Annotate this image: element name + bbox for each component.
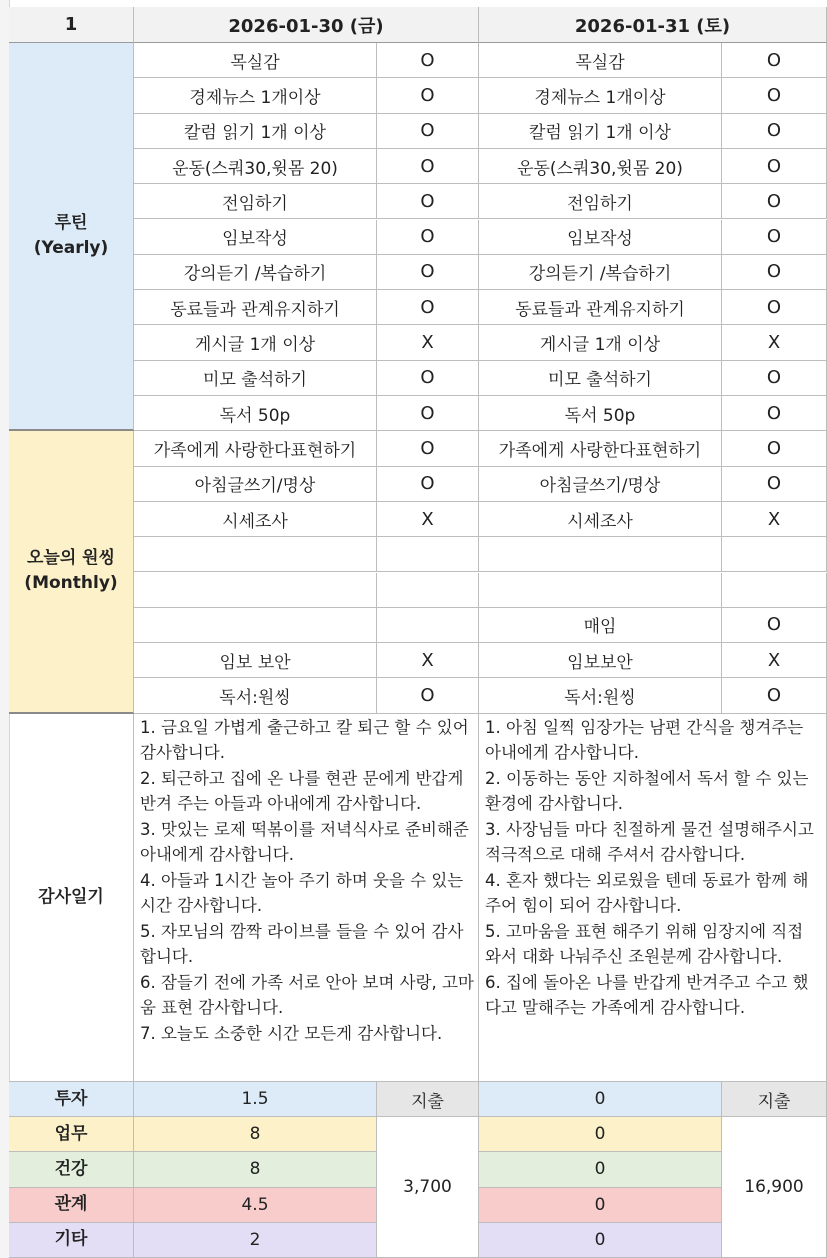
header-day2-date[interactable] [479,7,827,43]
onething-mark-day1-text: X [421,649,434,671]
routine-task-day2[interactable] [479,255,722,290]
routine-mark-day1-text: O [420,49,435,71]
summary-label[interactable] [9,1223,134,1258]
gratitude-entry: 1. 금요일 가볍게 출근하고 칼 퇴근 할 수 있어 감사합니다. [140,717,469,763]
summary-value-day2[interactable] [479,1223,722,1258]
summary-value-day2-text: 0 [594,1159,606,1180]
summary-value-day1-text: 2 [249,1229,261,1250]
onething-mark-day1[interactable] [377,431,479,466]
routine-mark-day1-text: O [420,402,435,424]
routine-task-day2[interactable] [479,149,722,184]
routine-task-day2-text: 강의듣기 /복습하기 [528,264,672,285]
routine-mark-day2-text: O [766,261,782,283]
summary-value-day1-text: 8 [249,1159,261,1180]
routine-task-day2-text: 운동(스쿼30,윗몸 20) [517,158,683,179]
routine-mark-day1[interactable] [377,149,479,184]
routine-task-day1[interactable] [134,114,377,149]
routine-mark-day2-text: O [766,190,782,212]
summary-label-text: 관계 [54,1194,88,1215]
onething-task-day1[interactable] [134,678,377,713]
onething-task-day1[interactable] [134,467,377,502]
routine-task-day1[interactable] [134,220,377,255]
routine-mark-day2-text: O [766,84,782,106]
onething-mark-day1[interactable] [377,643,479,678]
onething-mark-day2[interactable] [722,573,827,608]
gratitude-day1-list [140,715,474,1047]
onething-task-day2[interactable] [479,678,722,713]
onething-mark-day2-text: O [766,473,782,495]
onething-mark-day1[interactable] [377,502,479,537]
section-gratitude-text: 감사일기 [38,886,104,907]
routine-mark-day1-text: O [420,261,435,283]
onething-task-day2[interactable] [479,537,722,572]
routine-task-day2[interactable] [479,114,722,149]
summary-label[interactable] [9,1117,134,1152]
summary-value-day1[interactable] [134,1082,377,1117]
summary-label-text: 기타 [54,1229,88,1250]
routine-task-day1-text: 강의듣기 /복습하기 [183,264,327,285]
header-row-number-text: 1 [64,14,78,35]
onething-task-day1[interactable] [134,431,377,466]
onething-task-day1-text: 독서:원씽 [219,688,291,709]
onething-task-day1[interactable] [134,537,377,572]
routine-task-day1-text: 임보작성 [222,229,288,250]
summary-label-text: 투자 [54,1088,88,1109]
routine-mark-day1-text: O [420,120,435,142]
summary-value-day2[interactable] [479,1117,722,1152]
routine-mark-day1-text: O [420,155,435,177]
gratitude-entry: 5. 고마움을 표현 해주기 위해 임장지에 직접 와서 대화 나눠주신 조원분께 감사합니다. [485,921,804,967]
summary-label[interactable] [9,1082,134,1117]
onething-task-day1[interactable] [134,608,377,643]
routine-task-day1[interactable] [134,149,377,184]
onething-mark-day2-text: O [766,437,782,459]
summary-value-day1-text: 8 [249,1124,261,1145]
routine-mark-day1-text: O [420,296,435,318]
routine-mark-day1[interactable] [377,78,479,113]
gratitude-entry: 6. 집에 돌아온 나를 반갑게 반겨주고 수고 했다고 말해주는 가족에게 감사합니다. [485,972,809,1018]
routine-mark-day2-text: O [766,226,782,248]
summary-value-day1-text: 4.5 [241,1194,269,1215]
routine-task-day2-text: 독서 50p [564,405,636,426]
routine-mark-day2[interactable] [722,149,827,184]
summary-value-day2-text: 0 [594,1194,606,1215]
routine-task-day1-text: 게시글 1개 이상 [194,335,316,356]
routine-task-day2-text: 임보작성 [567,229,633,250]
onething-task-day2[interactable] [479,573,722,608]
routine-task-day1-text: 경제뉴스 1개이상 [189,87,321,108]
expense-header-day1[interactable] [377,1082,479,1117]
summary-label-text: 업무 [54,1123,88,1144]
summary-label[interactable] [9,1152,134,1187]
routine-mark-day1[interactable] [377,290,479,325]
onething-mark-day1-text: X [421,508,434,530]
onething-mark-day2-text: X [767,508,781,530]
onething-mark-day2[interactable] [722,502,827,537]
section-onething-text: 오늘의 원씽 (Monthly) [24,548,118,594]
onething-mark-day2[interactable] [722,537,827,572]
onething-mark-day1-text: O [420,473,435,495]
routine-task-day1[interactable] [134,184,377,219]
routine-task-day2[interactable] [479,290,722,325]
routine-mark-day1[interactable] [377,114,479,149]
onething-task-day2[interactable] [479,643,722,678]
onething-task-day2-text: 시세조사 [567,511,633,532]
onething-task-day2-text: 아침글쓰기/명상 [539,476,661,497]
onething-mark-day2-text: O [766,685,782,707]
gratitude-entry: 2. 퇴근하고 집에 온 나를 현관 문에게 반갑게 반겨 주는 아들과 아내에게 감사합니다. [140,768,464,814]
onething-task-day2-text: 임보보안 [567,652,633,673]
gratitude-day2-list [485,715,822,1021]
routine-task-day2-text: 미모 출석하기 [548,370,652,391]
section-gratitude[interactable] [9,714,134,1082]
onething-mark-day1[interactable] [377,573,479,608]
routine-mark-day2[interactable] [722,78,827,113]
onething-mark-day1[interactable] [377,537,479,572]
onething-task-day1[interactable] [134,643,377,678]
routine-task-day1-text: 운동(스쿼30,윗몸 20) [172,158,338,179]
onething-mark-day2[interactable] [722,643,827,678]
routine-mark-day2[interactable] [722,361,827,396]
routine-mark-day2-text: O [766,367,782,389]
routine-mark-day1[interactable] [377,255,479,290]
summary-value-day2[interactable] [479,1188,722,1223]
onething-task-day2-text: 독서:원씽 [564,688,636,709]
routine-task-day1-text: 전임하기 [222,193,288,214]
routine-mark-day1[interactable] [377,325,479,360]
routine-mark-day1-text: O [420,190,435,212]
routine-task-day1[interactable] [134,78,377,113]
routine-task-day1-text: 미모 출석하기 [203,370,307,391]
gratitude-day2[interactable] [479,714,827,1082]
routine-mark-day2-text: O [766,120,782,142]
routine-task-day2-text: 동료들과 관계유지하기 [515,299,685,320]
routine-mark-day2[interactable] [722,43,827,78]
routine-task-day2[interactable] [479,43,722,78]
expense-header-day2[interactable] [722,1082,827,1117]
gratitude-entry: 5. 자모님의 깜짝 라이브를 들을 수 있어 감사합니다. [140,921,464,967]
expense-header-day1-text: 지출 [411,1091,444,1112]
summary-value-day2-text: 0 [594,1124,606,1145]
routine-task-day2-text: 게시글 1개 이상 [539,335,661,356]
gratitude-entry: 4. 혼자 했다는 외로웠을 텐데 동료가 함께 해주어 힘이 되어 감사합니다. [485,870,809,916]
routine-mark-day2[interactable] [722,255,827,290]
onething-mark-day1-text: O [420,437,435,459]
routine-mark-day1-text: O [420,367,435,389]
routine-mark-day2-text: O [766,402,782,424]
routine-mark-day2[interactable] [722,290,827,325]
onething-mark-day2-text: O [766,614,782,636]
routine-mark-day2-text: O [766,296,782,318]
routine-mark-day1-text: O [420,84,435,106]
onething-mark-day2[interactable] [722,431,827,466]
gratitude-entry: 6. 잠들기 전에 가족 서로 안아 보며 사랑, 고마움 표현 감사합니다. [140,972,474,1018]
routine-task-day2-text: 전임하기 [567,193,633,214]
routine-task-day1[interactable] [134,361,377,396]
summary-value-day1-text: 1.5 [241,1089,269,1110]
routine-task-day1-text: 독서 50p [219,405,291,426]
routine-mark-day1-text: O [420,226,435,248]
expense-value-day1[interactable] [377,1117,479,1258]
routine-mark-day1[interactable] [377,220,479,255]
onething-task-day1-text: 아침글쓰기/명상 [194,476,316,497]
header-day2-date-text: 2026-01-31 (토) [574,15,731,37]
summary-label-text: 건강 [54,1158,88,1179]
summary-value-day1[interactable] [134,1152,377,1187]
routine-task-day2-text: 목실감 [575,52,625,73]
gratitude-entry: 4. 아들과 1시간 놀아 주기 하며 웃을 수 있는 시간 감사합니다. [140,870,464,916]
section-routine[interactable] [9,43,134,431]
summary-value-day1[interactable] [134,1188,377,1223]
onething-mark-day1[interactable] [377,467,479,502]
routine-task-day1[interactable] [134,325,377,360]
routine-task-day1-text: 동료들과 관계유지하기 [170,299,340,320]
routine-mark-day2-text: X [767,332,781,354]
summary-value-day2[interactable] [479,1082,722,1117]
header-day1-date[interactable] [134,7,479,43]
routine-mark-day2-text: O [766,49,782,71]
onething-task-day1-text: 가족에게 사랑한다표현하기 [153,440,357,461]
onething-mark-day1[interactable] [377,678,479,713]
routine-task-day1-text: 칼럼 읽기 1개 이상 [184,123,326,144]
routine-task-day2[interactable] [479,220,722,255]
summary-value-day2-text: 0 [594,1089,606,1110]
section-routine-text: 루틴 (Yearly) [33,213,109,259]
gratitude-entry: 1. 아침 일찍 임장가는 남편 간식을 챙겨주는 아내에게 감사합니다. [485,717,804,763]
summary-value-day1[interactable] [134,1117,377,1152]
gratitude-day1[interactable] [134,714,479,1082]
onething-mark-day1[interactable] [377,608,479,643]
onething-mark-day2[interactable] [722,678,827,713]
routine-task-day2-text: 칼럼 읽기 1개 이상 [529,123,671,144]
routine-task-day2[interactable] [479,78,722,113]
gratitude-entry: 3. 맛있는 로제 떡볶이를 저녁식사로 준비해준 아내에게 감사합니다. [140,819,469,865]
routine-task-day2[interactable] [479,396,722,431]
routine-mark-day2[interactable] [722,184,827,219]
expense-header-day2-text: 지출 [757,1091,791,1112]
routine-task-day2[interactable] [479,325,722,360]
expense-value-day2[interactable] [722,1117,827,1258]
routine-mark-day2[interactable] [722,114,827,149]
routine-mark-day1[interactable] [377,361,479,396]
gratitude-entry: 3. 사장님들 마다 친절하게 물건 설명해주시고 적극적으로 대해 주셔서 감사합니다. [485,819,814,865]
onething-mark-day1-text: O [420,685,435,707]
routine-task-day1[interactable] [134,290,377,325]
routine-task-day2-text: 경제뉴스 1개이상 [534,87,666,108]
routine-mark-day1-text: X [421,332,434,354]
onething-task-day1[interactable] [134,502,377,537]
onething-mark-day2-text: X [767,649,781,671]
onething-task-day2-text: 매임 [583,617,617,638]
summary-label[interactable] [9,1188,134,1223]
onething-task-day2[interactable] [479,431,722,466]
onething-task-day1-text: 임보 보안 [219,652,291,673]
expense-value-day1-text: 3,700 [403,1177,452,1198]
routine-mark-day1[interactable] [377,43,479,78]
onething-task-day2[interactable] [479,467,722,502]
onething-mark-day2[interactable] [722,467,827,502]
onething-task-day2[interactable] [479,608,722,643]
routine-task-day1[interactable] [134,255,377,290]
routine-mark-day1[interactable] [377,184,479,219]
header-day1-date-text: 2026-01-30 (금) [228,15,384,37]
routine-task-day1[interactable] [134,43,377,78]
onething-task-day2[interactable] [479,502,722,537]
summary-value-day1[interactable] [134,1223,377,1258]
routine-task-day1-text: 목실감 [230,52,280,73]
section-onething[interactable] [9,431,134,713]
routine-mark-day2[interactable] [722,396,827,431]
routine-task-day2[interactable] [479,361,722,396]
routine-task-day1[interactable] [134,396,377,431]
onething-task-day1[interactable] [134,573,377,608]
routine-mark-day2[interactable] [722,325,827,360]
routine-mark-day2[interactable] [722,220,827,255]
gratitude-entry: 7. 오늘도 소중한 시간 모든게 감사합니다. [140,1023,443,1043]
onething-mark-day2[interactable] [722,608,827,643]
routine-mark-day1[interactable] [377,396,479,431]
routine-mark-day2-text: O [766,155,782,177]
onething-task-day1-text: 시세조사 [222,511,288,532]
onething-task-day2-text: 가족에게 사랑한다표현하기 [498,440,702,461]
summary-value-day2-text: 0 [594,1229,606,1250]
routine-task-day2[interactable] [479,184,722,219]
expense-value-day2-text: 16,900 [744,1177,804,1198]
gratitude-entry: 2. 이동하는 동안 지하철에서 독서 할 수 있는 환경에 감사합니다. [485,768,809,814]
summary-value-day2[interactable] [479,1152,722,1187]
header-row-number[interactable] [9,7,134,43]
